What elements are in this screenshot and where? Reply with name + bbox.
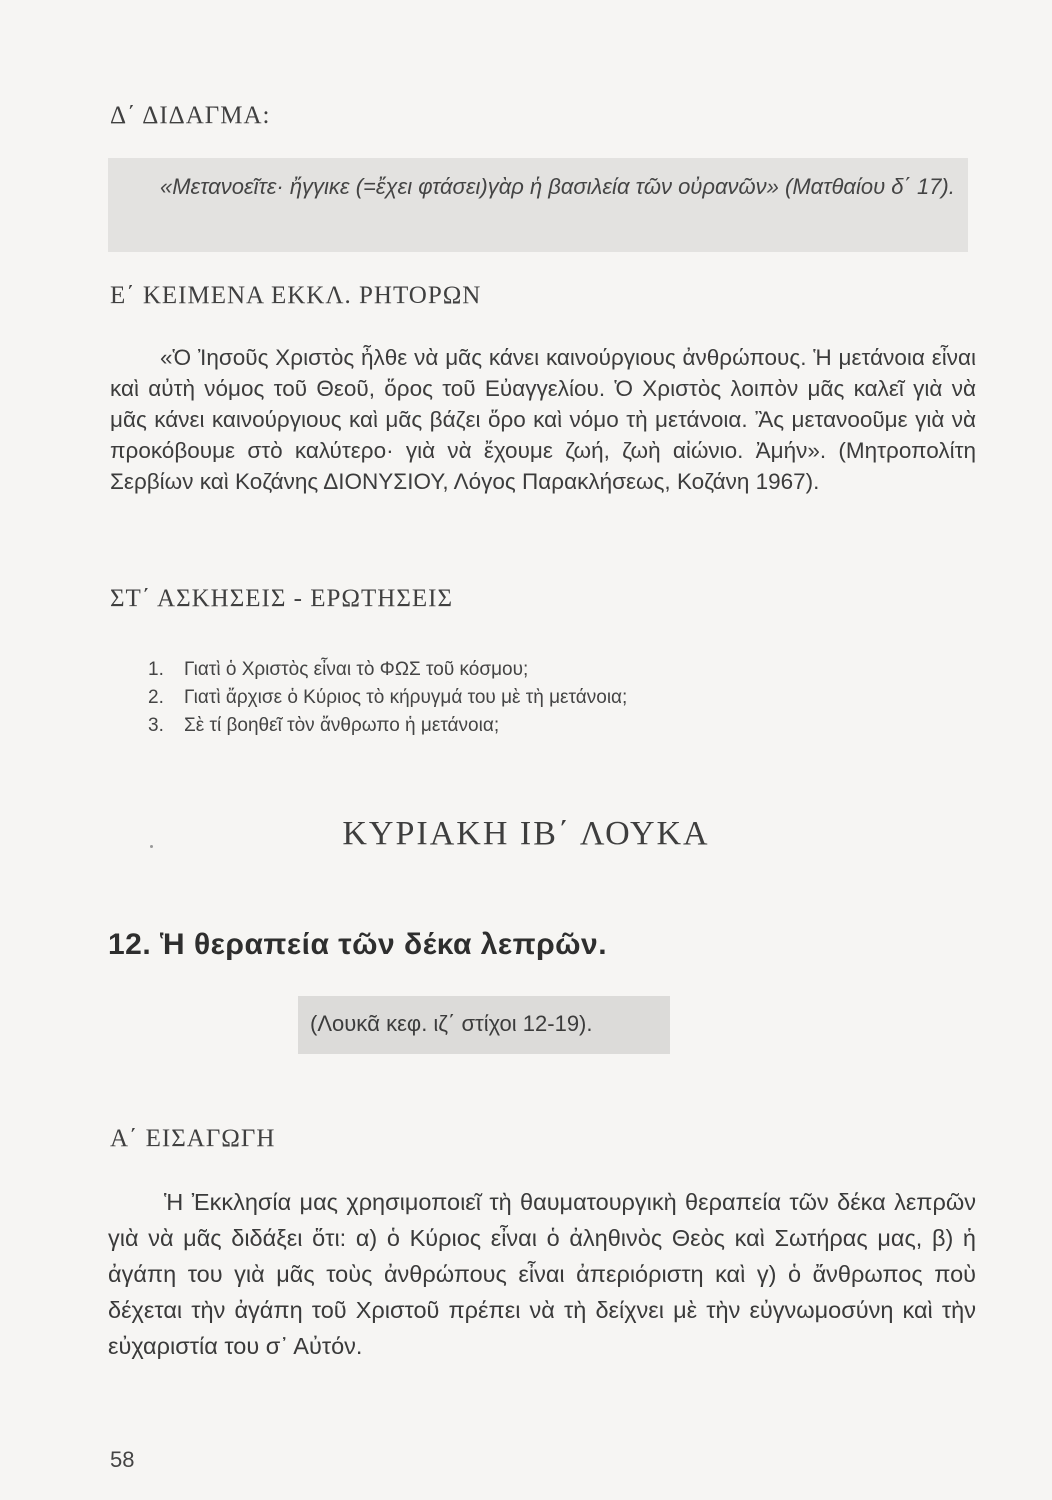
question-item [148, 684, 627, 712]
question-text: Σὲ τί βοηθεῖ τὸν ἄνθρωπο ἡ μετάνοια; [184, 715, 500, 736]
scripture-reference: (Λουκᾶ κεφ. ιζ΄ στίχοι 12-19). [310, 1011, 593, 1036]
question-number: 2. [148, 687, 164, 708]
scripture-quote: «Μετανοεῖτε· ἤγγικε (=ἔχει φτάσει)γὰρ ἡ βασιλεία τῶν οὐρανῶν» (Ματθαίου δ΄ 17). [160, 174, 955, 199]
introduction-text: Ἡ Ἐκκλησία μας χρησιμοποιεῖ τὴ θαυματουργικὴ θεραπεία τῶν δέκα λεπρῶν γιὰ νὰ μᾶς διδάξει ὅτι: α) ὁ Κύριος εἶναι ὁ ἀληθινὸς Θεὸς καὶ Σωτήρας μας, β) ἡ ἀγάπη του γιὰ μᾶς τοὺς ἀνθρώπους εἶναι ἀπεριόριστη καὶ γ) ὁ ἄνθρωπος ποὺ δέχεται τὴν ἀγάπη τοῦ Χριστοῦ πρέπει νὰ τὴ δείχνει μὲ τὴν εὐγνωμοσύνη καὶ τὴν εὐχαριστία του σ᾽ Αὐτόν. [108, 1189, 976, 1359]
question-number: 3. [148, 715, 164, 736]
section-e-heading: Ε΄ ΚΕΙΜΕΝΑ ΕΚΚΛ. ΡΗΤΟΡΩΝ [110, 282, 482, 309]
question-item [148, 656, 627, 684]
section-st-heading: ΣΤ΄ ΑΣΚΗΣΕΙΣ - ΕΡΩΤΗΣΕΙΣ [110, 585, 454, 612]
ecclesiastical-text: «Ὁ Ἰησοῦς Χριστὸς ἦλθε νὰ μᾶς κάνει καινούργιους ἀνθρώπους. Ἡ μετάνοια εἶναι καὶ αὐτὴ νόμος τοῦ Θεοῦ, ὅρος τοῦ Εὐαγγελίου. Ὁ Χριστὸς λοιπὸν μᾶς καλεῖ γιὰ νὰ μᾶς κάνει καινούργιους καὶ μᾶς βάζει ὅρο καὶ νόμο τὴ μετάνοια. Ἂς μετανοοῦμε γιὰ νὰ προκόβουμε στὸ καλύτερο· γιὰ νὰ ἔχουμε ζωή, ζωὴ αἰώνιο. Ἀμήν». (Μητροπολίτη Σερβίων καὶ Κοζάνης ΔΙΟΝΥΣΙΟΥ, Λόγος Παρακλήσεως, Κοζάνη 1967). [110, 345, 976, 494]
section-a-heading: Α΄ ΕΙΣΑΓΩΓΗ [110, 1125, 276, 1152]
questions-list [148, 656, 627, 740]
page-number: 58 [110, 1447, 135, 1472]
question-number: 1. [148, 659, 164, 680]
question-text: Γιατὶ ὁ Χριστὸς εἶναι τὸ ΦΩΣ τοῦ κόσμου; [184, 659, 529, 680]
question-text: Γιατὶ ἄρχισε ὁ Κύριος τὸ κήρυγμά του μὲ τὴ μετάνοια; [184, 687, 628, 708]
question-item [148, 712, 627, 740]
section-d-heading: Δ΄ ΔΙΔΑΓΜΑ: [110, 102, 271, 129]
sunday-title: ΚΥΡΙΑΚΗ ΙΒ΄ ΛΟΥΚΑ [342, 815, 710, 852]
lesson-title: 12. Ἡ θεραπεία τῶν δέκα λεπρῶν. [108, 928, 608, 961]
